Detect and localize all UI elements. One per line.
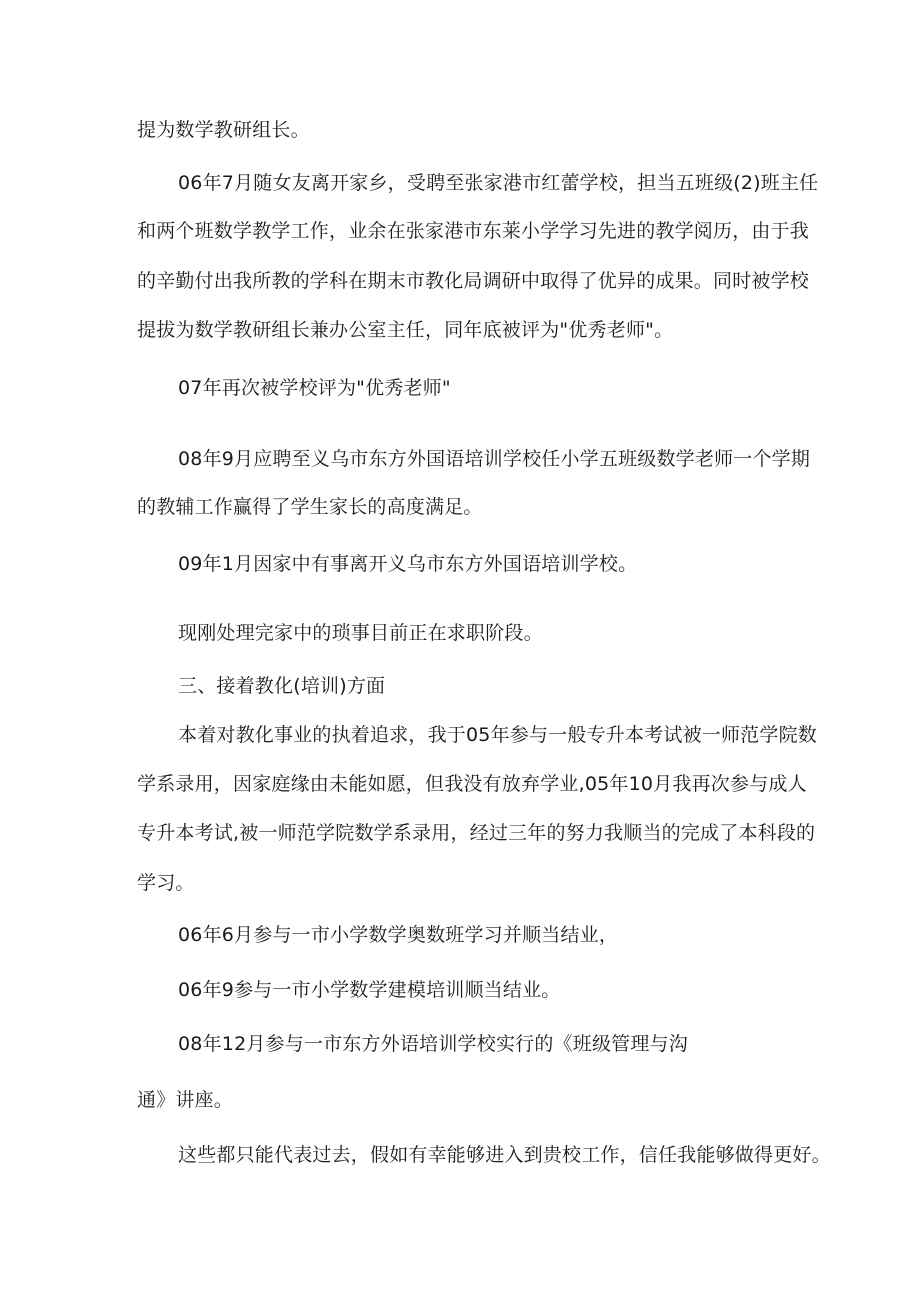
text-line: 的教辅工作赢得了学生家长的高度满足。 [137,496,483,518]
text-line: 06年7月随女友离开家乡，受聘至张家港市红蕾学校，担当五班级(2)班主任 [178,172,819,194]
text-line: 学习。 [137,872,195,894]
text-line: 09年1月因家中有事离开义乌市东方外国语培训学校。 [178,553,638,575]
text-line: 08年9月应聘至义乌市东方外国语培训学校任小学五班级数学老师一个学期 [178,448,811,470]
text-line: 06年9参与一市小学数学建模培训顺当结业。 [178,979,561,1001]
text-line: 的辛勤付出我所教的学科在期末市教化局调研中取得了优异的成果。同时被学校 [137,270,810,292]
text-line: 通》讲座。 [137,1089,234,1111]
text-line: 06年6月参与一市小学数学奥数班学习并顺当结业， [178,924,619,946]
section-heading: 三、接着教化(培训)方面 [178,675,386,697]
text-line: 提为数学教研组长。 [137,119,310,141]
text-line: 08年12月参与一市东方外语培训学校实行的《班级管理与沟 [178,1033,688,1055]
text-line: 本着对教化事业的执着追求，我于05年参与一般专升本考试被一师范学院数 [178,724,817,746]
text-line: 07年再次被学校评为"优秀老师" [178,377,451,399]
text-line: 现刚处理完家中的琐事目前正在求职阶段。 [178,622,543,644]
text-line: 专升本考试,被一师范学院数学系录用，经过三年的努力我顺当的完成了本科段的 [137,822,816,844]
text-line: 这些都只能代表过去，假如有幸能够进入到贵校工作，信任我能够做得更好。 [178,1144,831,1166]
text-line: 和两个班数学教学工作，业余在张家港市东莱小学学习先进的教学阅历，由于我 [137,220,810,242]
text-line: 学系录用，因家庭缘由未能如愿，但我没有放弃学业,05年10月我再次参与成人 [137,773,807,795]
text-line: 提拔为数学教研组长兼办公室主任，同年底被评为"优秀老师"。 [137,319,674,341]
